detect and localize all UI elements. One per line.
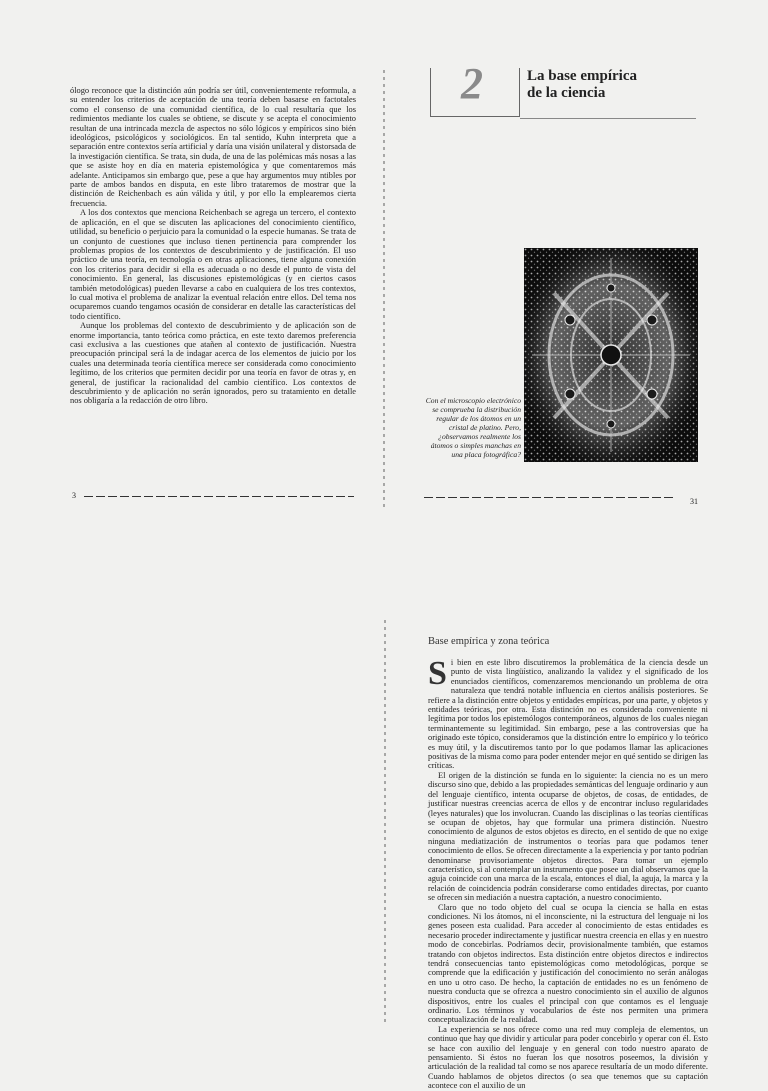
paragraph xyxy=(428,655,709,771)
paragraph: Claro que no todo objeto del cual se ocupa la ciencia se halla en estas condiciones. Ni los átomos, ni el inconsciente, ni la estructura del lenguaje ni los genes poseen esta cualidad. Para acceder al conocimiento de estas entidades es necesario proceder indirectamente y justificar nuestra creencia en ellas y en nuestro modo de concebirlas. Podríamos decir, provisionalmente también, que estamos tratando con objetos indirectos. Esta distinción entre objetos directos e indirectos tendrá consecuencias tanto epistemológicas como metodológicas, porque se comprende que la edificación y justificación del conocimiento no serán análogas en uno u otro caso. De hecho, la captación de entidades no es un fenómeno de nuestra conducta que se ofrezca a nuestro conocimiento sin el auxilio de algunos dispositivos, entre los cuales el principal con que contamos es el lenguaje ordinario. Los términos y vocabularios de éste nos permiten una primera conceptualización de la realidad. xyxy=(428,902,708,1025)
drop-cap: S xyxy=(428,655,447,692)
chapter-number-box xyxy=(430,59,520,117)
top-book-spread xyxy=(0,0,768,512)
paragraph: A los dos contextos que menciona Reichenbach se agrega un tercero, el contexto de aplicación, en el que se discuten las aplicaciones del conocimiento científico, utilidad, su beneficio o perjuicio para la comunidad o la especie humanas. Se trata de un conjunto de cuestiones que incluso tienen pertinencia para comprender los problemas propios de los contextos de descubrimiento y de justificación. El uso práctico de una teoría, en tecnología o en otras aplicaciones, tiene alguna conexión con los criterios para decidir si ella es adecuada o no desde el punto de vista del conocimiento. En general, las discusiones epistemológicas (y en ciertos casos también metodológicas) pueden llevarse a cabo en cualquiera de los tres contextos, lo cual motiva el problema de analizar la eventual relación entre ellos. Del tema nos ocuparemos cuando tengamos ocasión de considerar en detalle las características del todo científico. xyxy=(70,208,356,321)
page-number: 31 xyxy=(690,497,698,506)
paragraph: La experiencia se nos ofrece como una red muy compleja de elementos, un continuo que hay que dividir y articular para poder concebirlo y operar con él. Esto se hace con auxilio del lenguaje y en general con todo nuestro aparato de pensamiento. Si éstos no fueran los que nosotros poseemos, la división y articulación de la realidad tal como se nos aparece resultaría de un modo diferente. Cuando hablamos de objetos directos (o sea que tenemos que su captación acontece con el auxilio de un xyxy=(428,1024,708,1091)
section-body xyxy=(428,655,709,1091)
page-number: 3 xyxy=(72,491,76,500)
footer-rule xyxy=(84,496,354,497)
chapter-title-line: La base empírica xyxy=(527,68,637,84)
chapter-title-line: de la ciencia xyxy=(527,85,606,101)
paragraph-text: i bien en este libro discutiremos la problemática de la ciencia desde un punto de vista lingüístico, analizando la validez y el significado de los enunciados científicos, comenzaremos mencionando un problema de otra naturaleza que tendrá notable influencia en ciertos análisis posteriores. Se refiere a la distinción entre objetos y entidades empíricas, por una parte, y objetos y entidades teóricas, por otra. Esta distinción no es considerada conveniente ni legítima por todos los epistemólogos contemporáneos, algunos de los cuales niegan terminantemente su legitimidad. Sin embargo, pese a las controversias que ha originado este tópico, consideramos que la distinción entre lo empírico y lo teórico es muy útil, y la discutiremos tanto por lo que podamos llamar las aplicaciones positivas de la misma como para poder entender mejor en qué sentido se dirigen las críticas. xyxy=(428,658,709,771)
paragraph: Aunque los problemas del contexto de descubrimiento y de aplicación son de enorme importancia, tanto teórica como práctica, en este texto daremos preferencia casi exclusiva a las cuestiones que atañen al contexto de justificación. Nuestra preocupación principal será la de indagar acerca de los elementos de juicio por los cuales una determinada teoría científica merece ser considerada como conocimiento legítimo, de los criterios que permiten decidir por una teoría en favor de otras y, en general, de justificar la racionalidad del cambio científico. Los contextos de descubrimiento y de aplicación no serán ignorados, pero su tratamiento en detalle nos obligaría a la redacción de otro libro. xyxy=(70,321,356,406)
paragraph: El origen de la distinción se funda en lo siguiente: la ciencia no es un mero discurso sino que, debido a las propiedades semánticas del lenguaje ordinario y aun del lenguaje científico, intenta ocuparse de objetos, de cosas, de entidades, de justificar nuestras creencias acerca de ellos y de encontrar incluso regularidades (leyes naturales) que los involucran. Cuando las disciplinas o las teorías científicas se ocupan de objetos, hay que formular una primera distinción. Nuestro conocimiento de algunos de estos objetos es directo, en el sentido de que no exige ninguna mediatización de instrumentos o teorías para que podamos tener conocimiento de ellos. Se ofrecen directamente a la experiencia y por tanto podrían denominarse provisoriamente objetos directos. Para tomar un ejemplo característico, si al contemplar un instrumento que posee un dial observamos que la aguja coincide con una marca de la escala, entonces el dial, la aguja, la marca y la relación de coincidencia podrán considerarse como entidades directas, por cuanto se ofrecen sin mediación a nuestra captación, a nuestro conocimiento. xyxy=(428,770,708,903)
title-rule xyxy=(520,118,696,119)
left-page-body xyxy=(70,86,356,406)
electron-micrograph-image xyxy=(524,248,698,462)
paragraph: ólogo reconoce que la distinción aún podría ser útil, convenientemente reformula, a su entender los criterios de aceptación de una teoría deben basarse en factotales como el consenso de una comunidad científica, de lo cual resultaría que los redimientos mediante los cuales se obtiene, se discute y se acepta el conocimiento resultan de una intrincada mezcla de aspectos no sólo lógicos y empíricos sino bién ideológicos, psicológicos y sociológicos. En tal sentido, Kuhn interpreta que a separación entre contextos sería artificial y daría una visión unilateral y distorsada de la investigación científica. Se trata, sin duda, de una de las polémicas más nosas a las que se asiste hoy en día en materia epistemológica y que comentaremos más adelante. Anticipamos sin embargo que, pese a que hay argumentos muy ntibles por parte de ambos bandos en disputa, en este libro trataremos de mostrar que la distinción de Reichenbach es aún válida y útil, y por ello la emplearemos cierta frecuencia. xyxy=(70,86,356,208)
page-gutter xyxy=(384,620,386,1024)
chapter-title xyxy=(527,68,637,102)
footer-rule xyxy=(424,497,676,498)
figure-caption: Con el microscopio electrónico se comprueba la distribución regular de los átomos en un cristal de platino. Pero, ¿observamos realmente los átomos o simples manchas en una placa fotográfica? xyxy=(425,396,521,459)
page-gutter xyxy=(383,70,385,510)
chapter-number: 2 xyxy=(461,59,483,108)
section-heading: Base empírica y zona teórica xyxy=(428,636,550,647)
